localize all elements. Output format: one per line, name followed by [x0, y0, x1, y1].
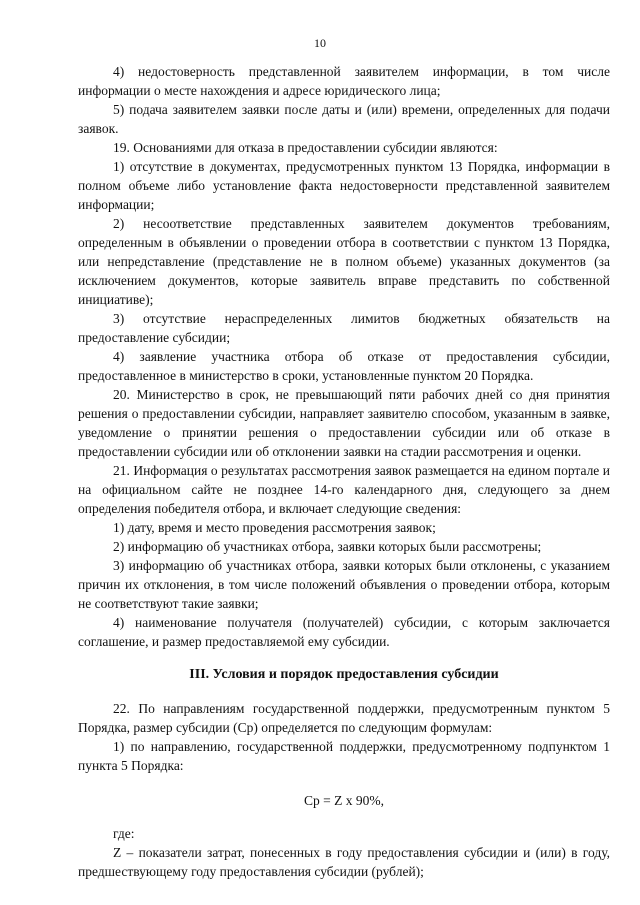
subsidy-formula: Ср = Z x 90%,: [304, 793, 384, 808]
paragraph-19-refusal-grounds: 19. Основаниями для отказа в предоставлении субсидии являются:: [113, 140, 498, 155]
paragraph-item-4-inaccurate-info: 4) недостоверность представленной заявителем информации, в том числе информации о месте нахождения и адресе юридического лица;: [78, 64, 610, 98]
paragraph-refusal-item-4: 4) заявление участника отбора об отказе от предоставления субсидии, предоставленное в министерство в сроки, установленные пунктом 20 Порядка.: [78, 349, 610, 383]
paragraph-21-results-info: 21. Информация о результатах рассмотрения заявок размещается на едином портале и на официальном сайте не позднее 14-го календарного дня, следующего за днем определения победителя отбора, и включает следующие сведения:: [78, 463, 610, 516]
page-number: 10: [314, 36, 326, 50]
paragraph-z-definition: Z – показатели затрат, понесенных в году предоставления субсидии и (или) в году, предшествующему году предоставления субсидии (рублей);: [78, 845, 610, 879]
paragraph-results-item-2: 2) информацию об участниках отбора, заявки которых были рассмотрены;: [113, 539, 542, 554]
paragraph-20-notification: 20. Министерство в срок, не превышающий пяти рабочих дней со дня принятия решения о предоставлении субсидии, направляет заявителю способом, указанным в заявке, уведомление о принятии решения о предоставлении субсидии или об отказе в предоставлении субсидии или об отклонении заявки на стадии рассмотрения и оценки.: [78, 387, 610, 459]
paragraph-results-item-1: 1) дату, время и место проведения рассмотрения заявок;: [113, 520, 436, 535]
paragraph-where: где:: [113, 826, 135, 841]
document-body: [78, 62, 610, 881]
paragraph-results-item-3: 3) информацию об участниках отбора, заявки которых были отклонены, с указанием причин их отклонения, в том числе положений объявления о проведении отбора, которым не соответствуют такие заявки;: [78, 558, 610, 611]
paragraph-refusal-item-3: 3) отсутствие нераспределенных лимитов бюджетных обязательств на предоставление субсидии;: [78, 311, 610, 345]
paragraph-subsidy-direction-1: 1) по направлению, государственной поддержки, предусмотренному подпунктом 1 пункта 5 Порядка:: [78, 739, 610, 773]
paragraph-22-subsidy-size: 22. По направлениям государственной поддержки, предусмотренным пунктом 5 Порядка, размер субсидии (Ср) определяется по следующим формулам:: [78, 701, 610, 735]
section-heading: III. Условия и порядок предоставления субсидии: [189, 667, 499, 682]
paragraph-item-5-late-submission: 5) подача заявителем заявки после даты и (или) времени, определенных для подачи заявок.: [78, 102, 610, 136]
paragraph-refusal-item-1: 1) отсутствие в документах, предусмотренных пунктом 13 Порядка, информации в полном объеме либо установление факта недостоверности представленной заявителем информации;: [78, 159, 610, 212]
paragraph-results-item-4: 4) наименование получателя (получателей) субсидии, с которым заключается соглашение, и размер предоставляемой ему субсидии.: [78, 615, 610, 649]
paragraph-refusal-item-2: 2) несоответствие представленных заявителем документов требованиям, определенным в объявлении о проведении отбора в соответствии с пунктом 13 Порядка, или непредставление (представление не в полном объеме) указанных документов (за исключением документов, которые заявитель вправе представить по собственной инициативе);: [78, 216, 610, 307]
